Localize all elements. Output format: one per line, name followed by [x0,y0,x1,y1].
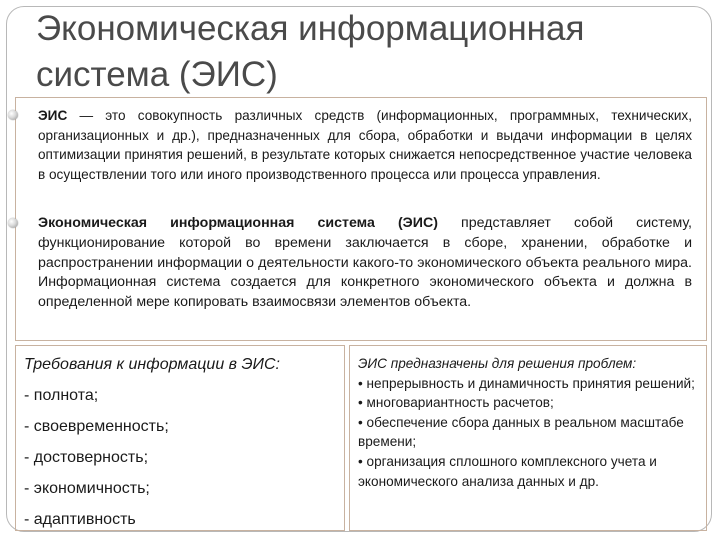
bullet-eis-system [22,214,692,313]
bullet-lead: Экономическая информационная система (ЭИС) [38,215,438,231]
bullet-text [22,214,692,313]
requirement-item: - экономичность; [24,480,150,497]
problem-item: • обеспечение сбора данных в реальном масштабе времени; [358,414,684,450]
bullet-body: — это совокупность различных средств (информационных, программных, технических, организационных и др.), предназначенных для сбора, обработки и выдачи информации в целях оптимизации принятия решений, в результате которых снижается непосредственное участие человека в осуществлении того или иного производственного процесса или процесса управления. [38,108,692,182]
requirement-item: - достоверность; [24,449,149,466]
bullet-eis-definition [22,106,692,184]
requirement-item: - адаптивность [24,511,136,528]
requirements-box [15,345,345,531]
slide-title: Экономическая информационная система (ЭИС) [36,9,585,94]
bullet-lead: ЭИС [38,108,68,123]
problem-item: • многовариантность расчетов; [358,395,554,411]
bullet-icon [8,218,18,228]
problems-box [349,345,707,531]
problems-title: ЭИС предназначены для решения проблем: [358,356,637,371]
requirements-title: Требования к информации в ЭИС: [24,356,280,373]
requirement-item: - своевременность; [24,418,169,435]
bullet-icon [8,110,18,120]
requirement-item: - полнота; [24,387,99,404]
bullet-text [22,106,692,184]
bullet-body: представляет собой систему, функционирование которой во времени заключается в сборе, хранении, обработке и распространении информации о деятельности какого-то экономического объекта реального мира. Информационная система создается для конкретного экономического объекта и должна в определенной мере копировать взаимосвязи элементов объекта. [38,215,693,311]
problem-item: • непрерывность и динамичность принятия решений; [358,375,695,391]
problem-item: • организация сплошного комплексного учета и экономического анализа данных и др. [358,453,657,489]
